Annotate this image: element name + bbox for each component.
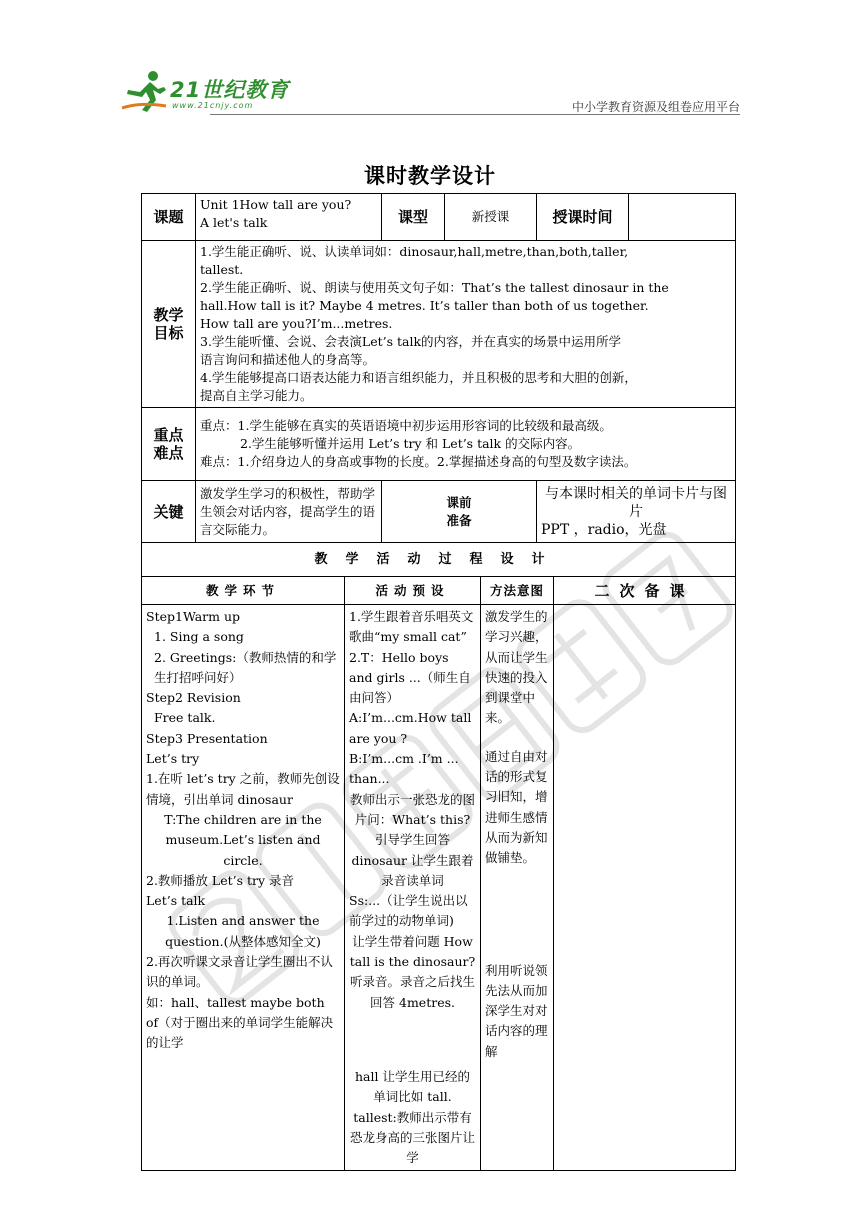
type-label: 课型 [382,194,445,241]
objective-line: hall.How tall is it? Maybe 4 metres. It’s taller than both of us together. [200,298,649,313]
topic-row [142,194,736,241]
step-line: Step1Warm up [146,609,241,624]
runner-logo-icon [120,68,170,114]
key-label: 关键 [142,481,196,543]
objectives-label [142,241,196,408]
prep-content [537,481,736,543]
time-value [629,194,736,241]
objective-line: tallest. [200,262,244,277]
objective-line: 1.学生能正确听、说、认读单词如：dinosaur,hall,metre,than,both,taller, [200,244,629,259]
topic-line-2: A let's talk [200,215,268,230]
steps-cell [142,605,345,1171]
step-line: Let’s try [146,751,200,767]
step-line: Step2 Revision [146,690,241,706]
objective-line: 3.学生能听懂、会说、会表演Let’s talk的内容，并在真实的场景中运用所学 [200,334,622,349]
logo-main-text: 21世纪教育 [170,78,290,102]
topic-label: 课题 [142,194,196,241]
objective-line: 2.学生能正确听、说、朗读与使用英文句子如：That’s the tallest dinosaur in the [200,280,669,295]
col-header-methods: 方法意图 [481,577,554,605]
step-line: Step3 Presentation [146,730,268,746]
activity-line: A:I’m...cm.How tall are you ? [349,710,472,746]
prep-line-2: PPT ，radio，光盘 [541,521,667,538]
method-line: 激发学生的学习兴趣，从而让学生快速的投入到课堂中来。 [485,609,548,726]
key-points-label [142,408,196,481]
topic-line-1: Unit 1How tall are you? [200,197,352,212]
activity-line: tallest:教师出示带有恐龙身高的三张图片让学 [349,1109,475,1166]
process-content-row [142,605,736,1171]
step-line: 2.再次听课文录音让学生圈出不认识的单词。 [146,954,333,990]
activity-line: Ss:...（让学生说出以前学过的动物单词) [349,893,468,929]
process-title: 教学活动过程设计 [142,543,736,577]
platform-name: 中小学教育资源及组卷应用平台 [571,100,740,114]
activity-line: hall 让学生用已经的单词比如 tall. [355,1068,470,1105]
objectives-row [142,241,736,408]
step-line: 1.Listen and answer the question.(从整体感知全文) [165,913,321,949]
activity-line: 2.T：Hello boys and girls ...（师生自由问答） [349,649,471,706]
method-line [485,729,549,747]
key-points-content [196,408,736,481]
objective-line: How tall are you?I’m...metres. [200,316,393,331]
prep-label-cell [382,481,537,543]
key-content: 激发学生学习的积极性，帮助学生领会对话内容，提高学生的语言交际能力。 [196,481,382,543]
key-row [142,481,736,543]
key-point-line: 2.学生能够听懂并运用 Let’s try 和 Let’s talk 的交际内容。 [240,436,581,451]
prep-label: 课前准备 [446,494,472,528]
key-point-line: 难点：1.介绍身边人的身高或事物的长度。2.掌握描述身高的句型及数字读法。 [200,454,637,469]
activity-line: B:I’m...cm .I’m ... than... [349,751,459,787]
activity-line: 教师出示一张恐龙的图片问：What’s this?引导学生回答 dinosaur 让学生跟着录音读单词 [349,791,475,888]
objectives-label-text: 教学目标 [153,306,184,342]
step-line: Free talk. [154,710,216,726]
method-line [485,869,549,961]
lesson-plan-table [141,193,736,1171]
time-label: 授课时间 [537,194,629,241]
key-points-row [142,408,736,481]
objective-line: 语言询问和描述他人的身高等。 [200,352,376,367]
step-line: 1.在听 let’s try 之前，教师先创设情境，引出单词 dinosaur [146,771,340,807]
step-line: Let’s talk [146,893,206,909]
activity-line: 让学生带着问题 How tall is the dinosaur?听录音。录音之后找生回答 4metres. [349,933,476,1010]
col-header-second-prep: 二次备课 [554,577,736,605]
prep-line-1: 与本课时相关的单词卡片与图片 [545,485,728,520]
step-line: T:The children are in the museum.Let’s listen and circle. [164,811,322,868]
objective-line: 提高自主学习能力。 [200,388,313,403]
key-point-line: 重点：1.学生能够在真实的英语语境中初步运用形容词的比较级和最高级。 [200,418,612,433]
activity-line [349,1013,476,1067]
topic-value [196,194,382,241]
col-header-steps: 教学环节 [142,577,345,605]
key-points-label-text: 重点难点 [153,426,184,462]
page-header [120,68,740,116]
step-line: 2.教师播放 Let’s try 录音 [146,872,295,888]
logo [120,68,290,114]
step-line: 1. Sing a song [154,629,244,645]
activity-line: 1.学生跟着音乐唱英文歌曲“my small cat” [349,609,474,645]
header-divider [210,114,740,115]
col-header-activities: 活动预设 [345,577,481,605]
logo-sub-text: www.21cnjy.com [172,101,254,110]
type-value: 新授课 [445,194,537,241]
method-line: 利用听说领先法从而加深学生对对话内容的理解 [485,962,548,1059]
column-header-row [142,577,736,605]
objective-line: 4.学生能够提高口语表达能力和语言组织能力，并且积极的思考和大胆的创新， [200,370,637,385]
objectives-content [196,241,736,408]
step-line: 如：hall、tallest maybe both of（对于圈出来的单词学生能解决的让学 [146,994,334,1051]
methods-cell [481,605,554,1171]
step-line: 2. Greetings:（教师热情的和学生打招呼问好） [154,649,337,685]
method-line: 通过自由对话的形式复习旧知，增进师生感情从而为新知做铺垫。 [485,748,548,866]
second-prep-cell [554,605,736,1171]
activities-cell [345,605,481,1171]
document-title: 课时教学设计 [364,164,496,188]
process-title-row [142,543,736,577]
